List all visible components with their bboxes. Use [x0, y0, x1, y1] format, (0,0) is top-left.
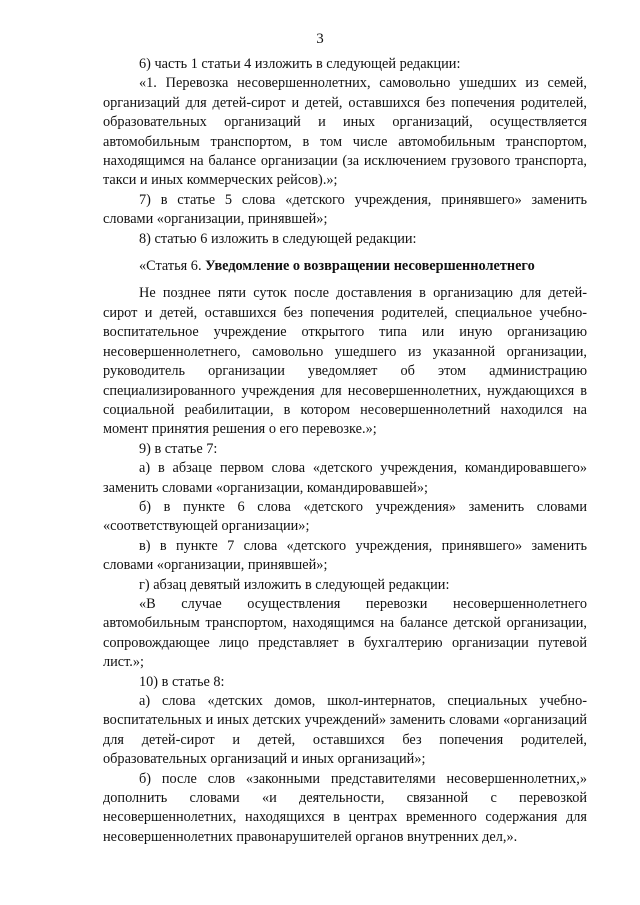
paragraph-item-9: 9) в статье 7: — [139, 440, 218, 457]
paragraph-item-10: 10) в статье 8: — [139, 673, 225, 690]
paragraph-item-9c: в) в пункте 7 слова «детского учреждения, принявшего» заменить словами «организации, принявшей»; — [103, 537, 587, 574]
article-heading — [103, 257, 587, 276]
paragraph-item-10b: б) после слов «законными представителями несовершеннолетних,» дополнить словами «и деятельности, связанной с перевозкой несовершеннолетних, находящихся в центрах временного содержания для несовершеннолетних правонарушителей органов внутренних дел,». — [103, 770, 587, 845]
paragraph-item-6-text: «1. Перевозка несовершеннолетних, самовольно ушедших из семей, организаций для детей-сирот и детей, оставшихся без попечения родителей, образовательных организаций и иных организаций, осуществляется автомобильным транспортом, в том числе автомобильным транспортом, находящимся на балансе организации (за исключением грузового транспорта, такси и иных коммерческих рейсов).»; — [103, 75, 587, 189]
paragraph-item-7: 7) в статье 5 слова «детского учреждения, принявшего» заменить словами «организации, принявшей»; — [103, 191, 587, 228]
paragraph-item-9d: г) абзац девятый изложить в следующей редакции: — [139, 576, 450, 593]
document-body — [103, 55, 587, 847]
article-heading-title: Уведомление о возвращении несовершеннолетнего — [205, 258, 535, 275]
paragraph-item-10a: а) слова «детских домов, школ-интернатов, специальных учебно-воспитательных и иных детских учреждений» заменить словами «организаций для детей-сирот и детей, оставшихся без попечения родителей, образовательных организаций и иных организаций»; — [103, 693, 587, 768]
paragraph-item-9a: а) в абзаце первом слова «детского учреждения, командировавшего» заменить словами «организации, командировавшей»; — [103, 460, 587, 496]
paragraph-item-6: 6) часть 1 статьи 4 изложить в следующей редакции: — [139, 56, 461, 72]
article-6-text: Не позднее пяти суток после доставления в организацию для детей-сирот и детей, оставшихся без попечения родителей, специальное учебно-воспитательное учреждение открытого типа или иную организацию несовершеннолетнего, самовольно ушедшего из указанной организации, руководитель организации уведомляет об этом администрацию специализированного учреждения для несовершеннолетних, нуждающихся в социальной реабилитации, в котором несовершеннолетний находился на момент принятия решения о его перевозке.»; — [103, 285, 587, 438]
page-number: 3 — [316, 31, 324, 47]
article-heading-prefix: «Статья 6. — [139, 258, 202, 275]
paragraph-item-9d-text: «В случае осуществления перевозки несовершеннолетнего автомобильным транспортом, находящимся на балансе детской организации, сопровождающее лицо представляет в бухгалтерию организации путевой лист.»; — [103, 595, 587, 671]
paragraph-item-9b: б) в пункте 6 слова «детского учреждения» заменить словами «соответствующей организации»; — [103, 498, 587, 535]
paragraph-item-8: 8) статью 6 изложить в следующей редакции: — [139, 230, 417, 247]
